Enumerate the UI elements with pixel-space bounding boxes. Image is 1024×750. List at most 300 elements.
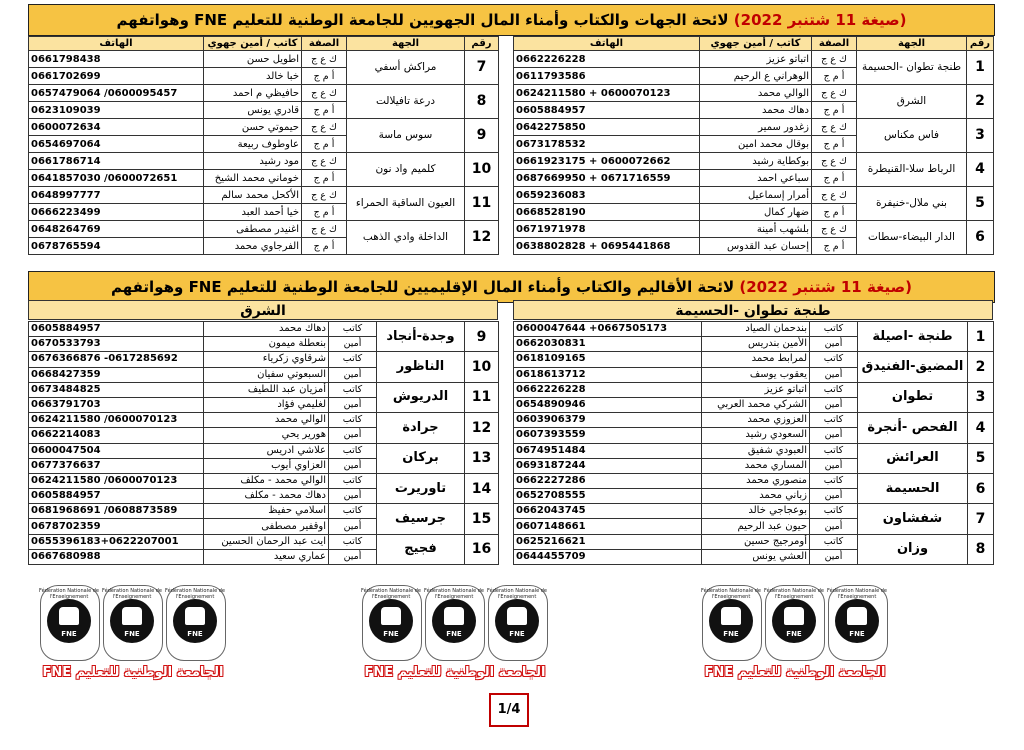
secretary-name: الأكحل محمد سالم bbox=[204, 187, 302, 204]
role-secretary: ك ع ج bbox=[812, 51, 857, 68]
treasurer-name: دهاك محمد bbox=[700, 102, 812, 119]
treasurer-phone: 0678765594 bbox=[29, 238, 204, 255]
fne-logo-icon bbox=[763, 583, 825, 661]
treasurer-phone: 0673178532 bbox=[514, 136, 700, 153]
role-secretary: كاتب bbox=[810, 534, 858, 549]
logo-org-text: Fédération Nationale de l'Enseignement bbox=[827, 588, 887, 600]
region-name: الناظور bbox=[377, 352, 465, 382]
secretary-name: اغنيدر مصطفى bbox=[204, 221, 302, 238]
treasurer-phone: 0652708555 bbox=[514, 489, 702, 504]
role-treasurer: أمين bbox=[329, 428, 377, 443]
treasurer-name: العزاوي أيوب bbox=[204, 458, 329, 473]
region-name: فجيج bbox=[377, 534, 465, 564]
treasurer-name: حيون عبد الرحيم bbox=[702, 519, 810, 534]
logo-fne-text: FNE bbox=[446, 630, 462, 638]
treasurer-phone: 0618613712 bbox=[514, 367, 702, 382]
banner-version-date: (صيغة 11 شتنبر 2022) bbox=[739, 278, 913, 296]
table-row bbox=[29, 221, 499, 238]
row-number: 12 bbox=[465, 413, 499, 443]
header-role: الصفة bbox=[302, 37, 347, 51]
treasurer-name: السبعوتي سفيان bbox=[204, 367, 329, 382]
role-secretary: كاتب bbox=[329, 504, 377, 519]
secretary-name: شرقاوي زكرياء bbox=[204, 352, 329, 367]
treasurer-phone: 0663791703 bbox=[29, 397, 204, 412]
treasurer-name: قادري يونس bbox=[204, 102, 302, 119]
secretary-phone: 0600047644 +0667505173 bbox=[514, 322, 702, 337]
role-treasurer: أمين bbox=[329, 367, 377, 382]
secretary-phone: 0673484825 bbox=[29, 382, 204, 397]
region-name: جرسيف bbox=[377, 504, 465, 534]
treasurer-phone: 0644455709 bbox=[514, 549, 702, 564]
fne-logo-icon bbox=[826, 583, 888, 661]
table-row bbox=[29, 51, 499, 68]
role-secretary: كاتب bbox=[810, 504, 858, 519]
row-number: 3 bbox=[968, 382, 994, 412]
secretary-phone: 0662043745 bbox=[514, 504, 702, 519]
banner-title: لائحة الجهات والكتاب وأمناء المال الجهويين للجامعة الوطنية للتعليم FNE وهواتفهم bbox=[116, 11, 734, 29]
secretary-name: الوالي محمد bbox=[700, 85, 812, 102]
region-name: شفشاون bbox=[858, 504, 968, 534]
secretary-phone: 0600072634 bbox=[29, 119, 204, 136]
secretary-phone: 0681968691 /0608873589 bbox=[29, 504, 204, 519]
row-number: 6 bbox=[968, 473, 994, 503]
row-number: 4 bbox=[967, 153, 994, 187]
region-name: الدريوش bbox=[377, 382, 465, 412]
secretary-phone: 0671971978 bbox=[514, 221, 700, 238]
role-secretary: كاتب bbox=[810, 382, 858, 397]
role-secretary: كاتب bbox=[329, 382, 377, 397]
fne-logo-icon bbox=[360, 583, 422, 661]
table-row bbox=[514, 352, 994, 367]
treasurer-phone: 0668427359 bbox=[29, 367, 204, 382]
table-row bbox=[514, 221, 994, 238]
secretary-name: علاشي ادريس bbox=[204, 443, 329, 458]
role-treasurer: أ م ج bbox=[302, 102, 347, 119]
row-number: 10 bbox=[465, 352, 499, 382]
logo-fne-text: FNE bbox=[61, 630, 77, 638]
treasurer-name: المساري محمد bbox=[702, 458, 810, 473]
secretary-phone: 0648264769 bbox=[29, 221, 204, 238]
region-name: الرباط سلا-القنيطرة bbox=[857, 153, 967, 187]
secretary-phone: 0624211580 /0600070123 bbox=[29, 413, 204, 428]
secretary-name: اسلامي حفيظ bbox=[204, 504, 329, 519]
role-secretary: ك ع ج bbox=[302, 187, 347, 204]
treasurer-name: زباني محمد bbox=[702, 489, 810, 504]
region-name: وجدة-أنجاد bbox=[377, 322, 465, 352]
secretary-name: أمزيان عبد اللطيف bbox=[204, 382, 329, 397]
secretary-name: أومرجيج حسين bbox=[702, 534, 810, 549]
row-number: 9 bbox=[465, 322, 499, 352]
secretary-phone: 0662227286 bbox=[514, 473, 702, 488]
row-number: 1 bbox=[967, 51, 994, 85]
table-row bbox=[29, 413, 499, 428]
treasurer-phone: 0638802828 + 0695441868 bbox=[514, 238, 700, 255]
region-name: طنجة تطوان -الحسيمة bbox=[857, 51, 967, 85]
table-row bbox=[29, 352, 499, 367]
table-row bbox=[514, 51, 994, 68]
treasurer-phone: 0605884957 bbox=[514, 102, 700, 119]
logo-fne-text: FNE bbox=[383, 630, 399, 638]
logo-org-text: Fédération Nationale de l'Enseignement bbox=[764, 588, 824, 600]
region-name: العيون الساقية الحمراء bbox=[347, 187, 465, 221]
secretary-name: ايت عبد الرحمان الحسين bbox=[204, 534, 329, 549]
treasurer-phone: 0693187244 bbox=[514, 458, 702, 473]
secretary-name: الوالي محمد bbox=[204, 413, 329, 428]
table-row bbox=[29, 443, 499, 458]
row-number: 1 bbox=[968, 322, 994, 352]
treasurer-phone: 0654890946 bbox=[514, 397, 702, 412]
region-name: بركان bbox=[377, 443, 465, 473]
header-name: كاتب / أمين جهوي bbox=[204, 37, 302, 51]
treasurer-name: بنعطلة ميمون bbox=[204, 337, 329, 352]
regional-table-left bbox=[28, 36, 499, 255]
role-treasurer: أ م ج bbox=[812, 102, 857, 119]
table-row bbox=[514, 473, 994, 488]
role-treasurer: أ م ج bbox=[812, 238, 857, 255]
treasurer-name: يعقوب يوسف bbox=[702, 367, 810, 382]
secretary-name: بندحمان الصياد bbox=[702, 322, 810, 337]
role-secretary: كاتب bbox=[810, 322, 858, 337]
role-treasurer: أمين bbox=[810, 428, 858, 443]
treasurer-name: السعودي رشيد bbox=[702, 428, 810, 443]
treasurer-name: سباعي احمد bbox=[700, 170, 812, 187]
role-secretary: ك ع ج bbox=[812, 119, 857, 136]
header-region: الجهة bbox=[857, 37, 967, 51]
regional-list-banner bbox=[28, 4, 995, 36]
secretary-phone: 0618109165 bbox=[514, 352, 702, 367]
fne-logo-icon bbox=[38, 583, 100, 661]
logo-org-text: Fédération Nationale de l'Enseignement bbox=[165, 588, 225, 600]
role-treasurer: أ م ج bbox=[812, 170, 857, 187]
treasurer-phone: 0678702359 bbox=[29, 519, 204, 534]
treasurer-phone: 0668528190 bbox=[514, 204, 700, 221]
table-row bbox=[514, 504, 994, 519]
treasurer-phone: 0667680988 bbox=[29, 549, 204, 564]
region-name: العرائش bbox=[858, 443, 968, 473]
role-treasurer: أ م ج bbox=[812, 204, 857, 221]
role-secretary: ك ع ج bbox=[302, 85, 347, 102]
role-treasurer: أمين bbox=[810, 489, 858, 504]
row-number: 7 bbox=[968, 504, 994, 534]
region-name: الشرق bbox=[857, 85, 967, 119]
treasurer-name: عاوطوف ربيعة bbox=[204, 136, 302, 153]
row-number: 16 bbox=[465, 534, 499, 564]
secretary-phone: 0624211580 /0600070123 bbox=[29, 473, 204, 488]
secretary-name: اتباتو عزيز bbox=[700, 51, 812, 68]
logo-fne-text: FNE bbox=[509, 630, 525, 638]
region-name: تطوان bbox=[858, 382, 968, 412]
role-treasurer: أمين bbox=[329, 519, 377, 534]
table-row bbox=[29, 85, 499, 102]
treasurer-phone: 0662030831 bbox=[514, 337, 702, 352]
region-name: المضيق-الفنيدق bbox=[858, 352, 968, 382]
fne-logo-icon bbox=[700, 583, 762, 661]
row-number: 10 bbox=[465, 153, 499, 187]
logo-org-text: Fédération Nationale de l'Enseignement bbox=[102, 588, 162, 600]
role-treasurer: أمين bbox=[810, 549, 858, 564]
region-name: وزان bbox=[858, 534, 968, 564]
treasurer-phone: 0623109039 bbox=[29, 102, 204, 119]
region-name: درعة تافيلالت bbox=[347, 85, 465, 119]
treasurer-phone: 0666223499 bbox=[29, 204, 204, 221]
logo-fne-text: FNE bbox=[187, 630, 203, 638]
role-treasurer: أمين bbox=[329, 397, 377, 412]
row-number: 7 bbox=[465, 51, 499, 85]
regional-table-right-panel bbox=[513, 36, 993, 255]
region-name: فاس مكناس bbox=[857, 119, 967, 153]
row-number: 12 bbox=[465, 221, 499, 255]
secretary-name: بلشهب أمينة bbox=[700, 221, 812, 238]
secretary-name: بوعجاجي خالد bbox=[702, 504, 810, 519]
secretary-phone: 0625216621 bbox=[514, 534, 702, 549]
role-treasurer: أمين bbox=[329, 458, 377, 473]
provincial-right-title: طنجة تطوان -الحسيمة bbox=[513, 300, 993, 320]
secretary-phone: 0661798438 bbox=[29, 51, 204, 68]
table-row bbox=[29, 504, 499, 519]
secretary-name: منصوري محمد bbox=[702, 473, 810, 488]
table-row bbox=[514, 187, 994, 204]
provincial-table-left bbox=[28, 321, 499, 565]
region-name: الدار البيضاء-سطات bbox=[857, 221, 967, 255]
role-secretary: كاتب bbox=[329, 443, 377, 458]
secretary-phone: 0600047504 bbox=[29, 443, 204, 458]
treasurer-name: دهاك محمد - مكلف bbox=[204, 489, 329, 504]
logo-fne-text: FNE bbox=[849, 630, 865, 638]
role-secretary: ك ع ج bbox=[302, 51, 347, 68]
logo-org-text: Fédération Nationale de l'Enseignement bbox=[361, 588, 421, 600]
secretary-name: مود رشيد bbox=[204, 153, 302, 170]
secretary-name: حيموتي حسن bbox=[204, 119, 302, 136]
table-row bbox=[514, 382, 994, 397]
role-secretary: كاتب bbox=[810, 443, 858, 458]
logo-caption: الجامعة الوطنية للتعليم FNE bbox=[704, 665, 886, 680]
treasurer-name: ضهار كمال bbox=[700, 204, 812, 221]
role-secretary: كاتب bbox=[810, 413, 858, 428]
secretary-name: اتباتو عزيز bbox=[702, 382, 810, 397]
row-number: 5 bbox=[968, 443, 994, 473]
role-secretary: كاتب bbox=[329, 534, 377, 549]
treasurer-name: إحسان عبد القدوس bbox=[700, 238, 812, 255]
header-phone: الهاتف bbox=[514, 37, 700, 51]
secretary-name: العبودي شفيق bbox=[702, 443, 810, 458]
table-row bbox=[514, 153, 994, 170]
secretary-phone: 0676366876 -0617285692 bbox=[29, 352, 204, 367]
page-number: 1/4 bbox=[489, 693, 529, 727]
logo-fne-text: FNE bbox=[786, 630, 802, 638]
row-number: 2 bbox=[968, 352, 994, 382]
secretary-name: اطويل حسن bbox=[204, 51, 302, 68]
treasurer-phone: 0611793586 bbox=[514, 68, 700, 85]
role-secretary: كاتب bbox=[329, 413, 377, 428]
logo-fne-text: FNE bbox=[723, 630, 739, 638]
table-row bbox=[514, 322, 994, 337]
secretary-phone: 0674951484 bbox=[514, 443, 702, 458]
banner-version-date: (صيغة 11 شتنبر 2022) bbox=[733, 11, 907, 29]
region-name: بني ملال-خنيفرة bbox=[857, 187, 967, 221]
row-number: 8 bbox=[968, 534, 994, 564]
table-row bbox=[29, 322, 499, 337]
treasurer-phone: 0687669950 + 0671716559 bbox=[514, 170, 700, 187]
treasurer-phone: 0605884957 bbox=[29, 489, 204, 504]
role-treasurer: أ م ج bbox=[302, 170, 347, 187]
secretary-phone: 0657479064 /0600095457 bbox=[29, 85, 204, 102]
header-role: الصفة bbox=[812, 37, 857, 51]
header-phone: الهاتف bbox=[29, 37, 204, 51]
header-region: الجهة bbox=[347, 37, 465, 51]
provincial-table-right-panel bbox=[513, 321, 993, 565]
secretary-name: أمرار إسماعيل bbox=[700, 187, 812, 204]
provincial-list-banner bbox=[28, 271, 995, 303]
regional-header-row bbox=[514, 37, 994, 51]
role-treasurer: أ م ج bbox=[812, 136, 857, 153]
role-secretary: ك ع ج bbox=[812, 187, 857, 204]
logo-caption: الجامعة الوطنية للتعليم FNE bbox=[364, 665, 546, 680]
region-name: الداخلة وادي الذهب bbox=[347, 221, 465, 255]
logo-group-left bbox=[38, 583, 228, 669]
row-number: 6 bbox=[967, 221, 994, 255]
provincial-table-left-panel bbox=[28, 321, 498, 565]
treasurer-phone: 0677376637 bbox=[29, 458, 204, 473]
role-treasurer: أ م ج bbox=[302, 204, 347, 221]
secretary-phone: 0605884957 bbox=[29, 322, 204, 337]
logo-org-text: Fédération Nationale de l'Enseignement bbox=[39, 588, 99, 600]
banner-title: لائحة الأقاليم والكتاب وأمناء المال الإقليميين للجامعة الوطنية للتعليم FNE وهواتفهم bbox=[110, 278, 740, 296]
table-row bbox=[29, 382, 499, 397]
secretary-phone: 0642275850 bbox=[514, 119, 700, 136]
role-secretary: ك ع ج bbox=[812, 221, 857, 238]
logo-group-center bbox=[360, 583, 550, 669]
treasurer-name: خيا أحمد العبد bbox=[204, 204, 302, 221]
regional-header-row bbox=[29, 37, 499, 51]
secretary-name: بوكطاية رشيد bbox=[700, 153, 812, 170]
header-num: رقم bbox=[465, 37, 499, 51]
row-number: 14 bbox=[465, 473, 499, 503]
treasurer-phone: 0661702699 bbox=[29, 68, 204, 85]
region-name: طنجة -اصيلة bbox=[858, 322, 968, 352]
table-row bbox=[514, 119, 994, 136]
role-treasurer: أمين bbox=[810, 458, 858, 473]
fne-logo-icon bbox=[164, 583, 226, 661]
secretary-phone: 0659236083 bbox=[514, 187, 700, 204]
role-secretary: ك ع ج bbox=[302, 153, 347, 170]
role-secretary: ك ع ج bbox=[302, 221, 347, 238]
secretary-name: العزوزي محمد bbox=[702, 413, 810, 428]
secretary-name: حافيظي م احمد bbox=[204, 85, 302, 102]
treasurer-phone: 0641857030 /0600072651 bbox=[29, 170, 204, 187]
secretary-name: زغدور سمير bbox=[700, 119, 812, 136]
region-name: الفحص -أنجرة bbox=[858, 413, 968, 443]
row-number: 8 bbox=[465, 85, 499, 119]
logo-fne-text: FNE bbox=[124, 630, 140, 638]
row-number: 11 bbox=[465, 187, 499, 221]
region-name: جرادة bbox=[377, 413, 465, 443]
role-secretary: كاتب bbox=[329, 322, 377, 337]
treasurer-name: هورير يحي bbox=[204, 428, 329, 443]
row-number: 4 bbox=[968, 413, 994, 443]
provincial-table-right bbox=[513, 321, 994, 565]
logo-group-right bbox=[700, 583, 890, 669]
treasurer-phone: 0654697064 bbox=[29, 136, 204, 153]
secretary-phone: 0624211580 + 0600070123 bbox=[514, 85, 700, 102]
treasurer-name: خوماني محمد الشيخ bbox=[204, 170, 302, 187]
row-number: 9 bbox=[465, 119, 499, 153]
role-treasurer: أمين bbox=[810, 337, 858, 352]
treasurer-name: الأمين بندريس bbox=[702, 337, 810, 352]
treasurer-phone: 0670533793 bbox=[29, 337, 204, 352]
table-row bbox=[514, 85, 994, 102]
treasurer-phone: 0662214083 bbox=[29, 428, 204, 443]
table-row bbox=[514, 443, 994, 458]
treasurer-name: لغليمي فؤاد bbox=[204, 397, 329, 412]
role-treasurer: أمين bbox=[810, 397, 858, 412]
role-treasurer: أمين bbox=[810, 519, 858, 534]
treasurer-name: عماري سعيد bbox=[204, 549, 329, 564]
table-row bbox=[514, 413, 994, 428]
role-secretary: ك ع ج bbox=[302, 119, 347, 136]
logo-org-text: Fédération Nationale de l'Enseignement bbox=[701, 588, 761, 600]
region-name: الحسيمة bbox=[858, 473, 968, 503]
row-number: 15 bbox=[465, 504, 499, 534]
header-num: رقم bbox=[967, 37, 994, 51]
logo-org-text: Fédération Nationale de l'Enseignement bbox=[487, 588, 547, 600]
regional-table-left-panel bbox=[28, 36, 498, 255]
row-number: 5 bbox=[967, 187, 994, 221]
role-treasurer: أمين bbox=[329, 489, 377, 504]
regional-table-right bbox=[513, 36, 994, 255]
secretary-phone: 0648997777 bbox=[29, 187, 204, 204]
secretary-phone: 0655396183+0622207001 bbox=[29, 534, 204, 549]
role-secretary: ك ع ج bbox=[812, 153, 857, 170]
header-name: كاتب / أمين جهوي bbox=[700, 37, 812, 51]
provincial-left-title: الشرق bbox=[28, 300, 498, 320]
region-name: مراكش أسفي bbox=[347, 51, 465, 85]
treasurer-name: الوهراني ع الرحيم bbox=[700, 68, 812, 85]
fne-logo-icon bbox=[101, 583, 163, 661]
fne-logo-icon bbox=[486, 583, 548, 661]
role-treasurer: أمين bbox=[329, 549, 377, 564]
role-secretary: كاتب bbox=[810, 473, 858, 488]
treasurer-phone: 0607148661 bbox=[514, 519, 702, 534]
treasurer-name: الشركي محمد العربي bbox=[702, 397, 810, 412]
secretary-name: دهاك محمد bbox=[204, 322, 329, 337]
secretary-phone: 0662226228 bbox=[514, 382, 702, 397]
role-secretary: ك ع ج bbox=[812, 85, 857, 102]
role-treasurer: أ م ج bbox=[302, 136, 347, 153]
role-secretary: كاتب bbox=[329, 352, 377, 367]
treasurer-phone: 0607393559 bbox=[514, 428, 702, 443]
role-treasurer: أ م ج bbox=[812, 68, 857, 85]
row-number: 13 bbox=[465, 443, 499, 473]
treasurer-name: خبا خالد bbox=[204, 68, 302, 85]
role-treasurer: أمين bbox=[329, 337, 377, 352]
treasurer-name: بوقال محمد امين bbox=[700, 136, 812, 153]
secretary-phone: 0661923175 + 0600072662 bbox=[514, 153, 700, 170]
row-number: 3 bbox=[967, 119, 994, 153]
table-row bbox=[29, 187, 499, 204]
secretary-name: الوالي محمد - مكلف bbox=[204, 473, 329, 488]
fne-logo-icon bbox=[423, 583, 485, 661]
treasurer-name: الفرجاوي محمد bbox=[204, 238, 302, 255]
secretary-phone: 0662226228 bbox=[514, 51, 700, 68]
treasurer-name: العشي يونس bbox=[702, 549, 810, 564]
row-number: 11 bbox=[465, 382, 499, 412]
region-name: تاوريرت bbox=[377, 473, 465, 503]
secretary-phone: 0603906379 bbox=[514, 413, 702, 428]
table-row bbox=[29, 534, 499, 549]
row-number: 2 bbox=[967, 85, 994, 119]
table-row bbox=[29, 153, 499, 170]
region-name: كلميم واد نون bbox=[347, 153, 465, 187]
